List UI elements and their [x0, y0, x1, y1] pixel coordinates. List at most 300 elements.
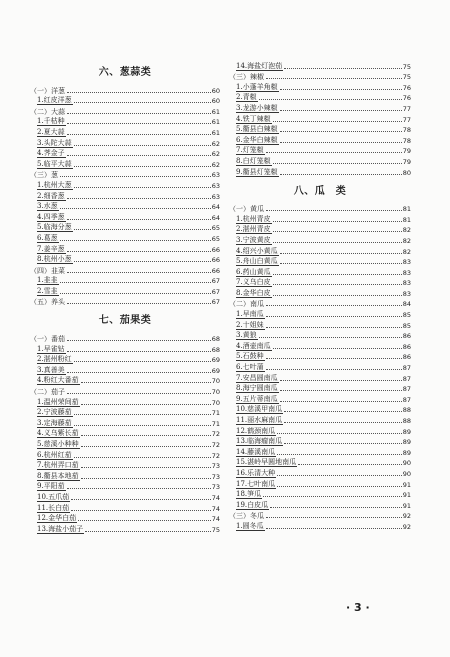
entry-title: 1.韭韭	[37, 276, 58, 285]
toc-entry	[229, 60, 411, 71]
dot-leader	[266, 305, 402, 306]
entry-page: 74	[211, 504, 220, 513]
entry-page: 81	[402, 215, 411, 224]
entry-title: （一）黄瓜	[229, 205, 264, 214]
dot-leader	[284, 68, 402, 69]
entry-page: 70	[211, 377, 220, 386]
toc-entry	[30, 179, 220, 190]
section-heading: 八、瓜 类	[293, 185, 347, 197]
dot-leader	[60, 176, 211, 177]
toc-entry	[229, 404, 411, 415]
toc-subsection	[30, 296, 220, 307]
dot-leader	[74, 261, 211, 262]
entry-page: 89	[402, 427, 411, 436]
dot-leader	[67, 488, 211, 489]
toc-entry	[229, 224, 411, 235]
dot-leader	[266, 327, 402, 328]
toc-entry	[30, 438, 220, 449]
dot-leader	[273, 121, 402, 122]
toc-subsection	[229, 203, 411, 214]
entry-title: 10.五爪茄	[37, 492, 70, 501]
entry-page: 72	[211, 441, 220, 449]
toc-entry	[30, 254, 220, 265]
dot-leader	[67, 340, 211, 341]
dot-leader	[71, 510, 211, 511]
dot-leader	[60, 208, 211, 209]
entry-page: 70	[211, 388, 220, 397]
dot-leader	[74, 187, 211, 188]
entry-title: 4.铁丁辣椒	[236, 114, 271, 123]
entry-page: 67	[211, 277, 220, 286]
dot-leader	[280, 390, 402, 391]
dot-leader	[67, 123, 211, 124]
dot-leader	[284, 422, 402, 423]
entry-page: 74	[211, 515, 220, 524]
entry-page: 60	[211, 97, 220, 106]
entry-page: 66	[211, 266, 220, 275]
entry-title: 7.安昌圆南瓜	[236, 373, 278, 382]
entry-page: 66	[211, 256, 220, 265]
dot-leader	[67, 219, 211, 220]
toc-entry	[229, 414, 411, 425]
dot-leader	[284, 411, 402, 412]
toc-entry	[30, 222, 220, 233]
entry-page: 72	[211, 451, 220, 460]
dot-leader	[74, 166, 211, 167]
dot-leader	[280, 131, 402, 132]
entry-title: （一）番茄	[30, 335, 65, 344]
dot-leader	[280, 380, 402, 381]
entry-title: （四）韭菜	[30, 266, 65, 275]
toc-entry	[229, 102, 411, 113]
entry-page: 76	[402, 94, 411, 103]
toc-subsection	[229, 71, 411, 82]
toc-entry	[229, 383, 411, 394]
dot-leader	[266, 358, 402, 359]
dot-leader	[266, 369, 402, 370]
entry-title: 17.七叶南瓜	[236, 479, 276, 488]
entry-page: 90	[402, 469, 411, 478]
entry-page: 73	[211, 472, 220, 481]
dot-leader	[273, 274, 402, 275]
toc-entry	[30, 343, 220, 354]
toc-entry	[229, 277, 411, 288]
toc-entry	[229, 145, 411, 156]
dot-leader	[277, 475, 402, 476]
entry-title: 8.海宁圆南瓜	[236, 384, 278, 393]
dot-leader	[67, 251, 211, 252]
entry-title: 3.头陀大蒜	[37, 138, 72, 147]
dot-leader	[67, 272, 211, 273]
toc-subsection	[30, 84, 220, 95]
toc-entry	[229, 213, 411, 224]
entry-page: 90	[402, 459, 411, 468]
entry-title: 9.平阳茄	[37, 482, 65, 491]
entry-title: 6.葛葱	[37, 233, 58, 242]
entry-title: 2.细香葱	[37, 191, 65, 200]
entry-page: 62	[211, 160, 220, 169]
dot-leader	[263, 496, 402, 497]
entry-page: 87	[402, 385, 411, 394]
entry-page: 61	[211, 107, 220, 116]
entry-title: （一）洋葱	[30, 86, 65, 95]
dot-leader	[273, 295, 402, 296]
entry-title: 11.长白茄	[37, 503, 70, 512]
entry-title: （二）茄子	[30, 388, 65, 397]
toc-entry	[30, 201, 220, 212]
entry-title: 10.慈溪甲南瓜	[236, 405, 283, 414]
entry-page: 82	[402, 236, 411, 245]
toc-entry	[30, 232, 220, 243]
entry-title: 5.临海分葱	[37, 223, 72, 232]
toc-entry	[30, 275, 220, 286]
toc-entry	[30, 148, 220, 159]
entry-title: 7.灯笼椒	[236, 146, 264, 155]
entry-title: 1.杭州青皮	[236, 214, 271, 223]
toc-entry	[229, 134, 411, 145]
dot-leader	[81, 478, 211, 479]
entry-title: 4.绍兴小黄瓜	[236, 246, 278, 255]
toc-entry	[229, 330, 411, 341]
dot-leader	[74, 229, 211, 230]
entry-page: 61	[211, 118, 220, 127]
toc-entry	[30, 354, 220, 365]
dot-leader	[266, 528, 402, 529]
entry-page: 88	[402, 417, 411, 425]
toc-entry	[30, 211, 220, 222]
entry-page: 79	[402, 147, 411, 156]
dot-leader	[60, 293, 211, 294]
entry-title: 13.海盐小茄子	[37, 524, 84, 533]
entry-page: 73	[211, 462, 220, 471]
entry-page: 72	[211, 430, 220, 439]
entry-page: 83	[402, 258, 411, 267]
entry-title: 5.慈溪小种种	[37, 440, 79, 448]
toc-entry	[30, 523, 220, 534]
dot-leader	[81, 435, 211, 436]
dot-leader	[81, 446, 211, 447]
dot-leader	[273, 284, 402, 285]
entry-page: 75	[211, 525, 220, 534]
toc-entry	[229, 155, 411, 166]
entry-page: 87	[402, 395, 411, 404]
dot-leader	[280, 263, 402, 264]
toc-entry	[229, 393, 411, 404]
entry-page: 64	[211, 203, 220, 212]
dot-leader	[67, 303, 211, 304]
entry-title: （二）大蒜	[30, 107, 65, 116]
toc-entry	[229, 446, 411, 457]
entry-title: 1.小蓬羊角椒	[236, 82, 278, 91]
entry-page: 71	[211, 419, 220, 428]
entry-page: 63	[211, 181, 220, 190]
dot-leader	[60, 282, 211, 283]
entry-page: 65	[211, 224, 220, 233]
entry-page: 60	[211, 86, 220, 95]
dot-leader	[67, 351, 211, 352]
entry-title: 4.义乌紫长茄	[37, 429, 79, 438]
entry-page: 70	[211, 398, 220, 407]
entry-title: （五）养头	[30, 298, 65, 307]
entry-title: （三）冬瓜	[229, 512, 264, 521]
toc-entry	[229, 166, 411, 177]
entry-title: 2.十姐妹	[236, 320, 264, 329]
toc-entry	[229, 467, 411, 478]
toc-entry	[30, 513, 220, 524]
entry-page: 69	[211, 356, 220, 365]
entry-title: 3.定海藤茄	[37, 418, 72, 427]
entry-title: 2.夏大蒜	[37, 127, 65, 136]
toc-entry	[30, 502, 220, 513]
entry-title: 11.丽水麻南瓜	[236, 416, 283, 424]
toc-subsection	[30, 332, 220, 343]
entry-title: 4.粉红大番茄	[37, 376, 79, 385]
toc-entry	[30, 407, 220, 418]
entry-title: 5.舟山白黄瓜	[236, 257, 278, 266]
toc-entry	[30, 126, 220, 137]
toc-entry	[229, 489, 411, 500]
entry-title: 7.杭州弄口茄	[37, 461, 79, 470]
dot-leader	[266, 78, 402, 79]
dot-leader	[280, 110, 402, 111]
dot-leader	[277, 433, 402, 434]
toc-entry	[30, 137, 220, 148]
entry-page: 83	[402, 289, 411, 298]
entry-page: 83	[402, 279, 411, 288]
entry-title: 1.早南瓜	[236, 310, 264, 319]
toc-entry	[229, 351, 411, 362]
dot-leader	[280, 89, 402, 90]
entry-page: 66	[211, 245, 220, 254]
entry-title: 4.荠金子	[37, 149, 65, 158]
dot-leader	[266, 152, 402, 153]
entry-title: （二）南瓜	[229, 300, 264, 309]
toc-entry	[30, 243, 220, 254]
entry-page: 61	[211, 128, 220, 137]
entry-title: 13.临海瘤南瓜	[236, 437, 283, 446]
entry-page: 67	[211, 287, 220, 296]
dot-leader	[259, 99, 402, 100]
entry-title: 2.湛州青皮	[236, 225, 271, 234]
entry-title: 15.湛岭早圆地南瓜	[236, 458, 297, 467]
entry-page: 86	[402, 342, 411, 351]
entry-page: 63	[211, 171, 220, 180]
entry-title: 2.雪韭	[37, 286, 58, 295]
toc-entry	[229, 92, 411, 103]
entry-page: 78	[402, 136, 411, 145]
entry-page: 73	[211, 483, 220, 492]
toc-entry	[229, 372, 411, 383]
entry-page: 81	[402, 205, 411, 214]
toc-entry	[30, 375, 220, 386]
toc-subsection	[229, 510, 411, 521]
entry-title: 7.姜辛葱	[37, 244, 65, 253]
dot-leader	[74, 361, 211, 362]
dot-leader	[277, 454, 402, 455]
entry-page: 84	[402, 300, 411, 309]
toc-entry	[229, 436, 411, 447]
entry-page: 69	[211, 366, 220, 375]
entry-page: 87	[402, 364, 411, 373]
dot-leader	[266, 316, 402, 317]
toc-entry	[229, 478, 411, 489]
entry-page: 64	[211, 213, 220, 222]
entry-page: 91	[402, 491, 411, 500]
dot-leader	[78, 520, 211, 521]
entry-title: 8.衢县本地茄	[37, 471, 79, 480]
dot-leader	[273, 163, 402, 164]
entry-page: 77	[402, 115, 411, 124]
toc-subsection	[30, 385, 220, 396]
toc-entry	[229, 266, 411, 277]
toc-entry	[30, 481, 220, 492]
toc-entry	[30, 95, 220, 106]
entry-title: 3.真善美	[37, 365, 65, 374]
toc-entry	[30, 190, 220, 201]
entry-page: 68	[211, 335, 220, 344]
entry-page: 80	[402, 168, 411, 177]
entry-title: 9.五片蒂南瓜	[236, 394, 278, 403]
entry-title: 1.杭州大葱	[37, 180, 72, 189]
toc-entry	[30, 116, 220, 127]
toc-entry	[229, 457, 411, 468]
entry-page: 71	[211, 409, 220, 418]
toc-entry	[229, 361, 411, 372]
entry-page: 85	[402, 311, 411, 320]
entry-title: （三）辣椒	[229, 73, 264, 82]
entry-title: 8.白灯笼椒	[236, 156, 271, 165]
dot-leader	[280, 142, 402, 143]
entry-title: 8.杭州小葱	[37, 255, 72, 264]
entry-page: 62	[211, 139, 220, 148]
toc-subsection	[30, 105, 220, 116]
dot-leader	[259, 337, 402, 338]
entry-title: 6.金华白辣椒	[236, 135, 278, 144]
entry-title: 18.笋瓜	[236, 490, 262, 499]
toc-entry	[229, 245, 411, 256]
entry-page: 75	[402, 73, 411, 82]
entry-title: （三）葱	[30, 171, 58, 180]
dot-leader	[81, 467, 211, 468]
entry-page: 74	[211, 493, 220, 502]
entry-title: 2.青椒	[236, 93, 257, 102]
dot-leader	[280, 253, 402, 254]
toc-entry	[229, 287, 411, 298]
entry-page: 62	[211, 150, 220, 159]
entry-page: 76	[402, 83, 411, 92]
section-heading: 六、葱蒜类	[98, 67, 152, 78]
entry-page: 86	[402, 332, 411, 341]
dot-leader	[67, 92, 211, 93]
dot-leader	[280, 174, 402, 175]
dot-leader	[277, 486, 402, 487]
entry-title: 3.宁波黄皮	[236, 235, 271, 244]
entry-page: 85	[402, 321, 411, 330]
entry-title: 12.鹤颈南瓜	[236, 426, 276, 435]
entry-page: 91	[402, 501, 411, 510]
entry-page: 88	[402, 406, 411, 415]
dot-leader	[273, 242, 402, 243]
entry-page: 67	[211, 298, 220, 307]
dot-leader	[266, 210, 402, 211]
toc-column-right	[229, 60, 411, 531]
dot-leader	[273, 221, 402, 222]
entry-title: 5.临平大蒜	[37, 159, 72, 168]
toc-entry	[30, 491, 220, 502]
entry-title: 2.宁波藤茄	[37, 408, 72, 417]
toc-entry	[229, 256, 411, 267]
entry-page: 92	[402, 512, 411, 521]
entry-title: 4.四季葱	[37, 212, 65, 221]
entry-title: 14.藤溪南瓜	[236, 447, 276, 456]
dot-leader	[74, 414, 211, 415]
page-number: · 3 ·	[346, 601, 370, 614]
toc-entry	[229, 319, 411, 330]
toc-entry	[30, 470, 220, 481]
entry-page: 83	[402, 268, 411, 277]
entry-title: 1.圆冬瓜	[236, 521, 264, 530]
entry-title: 7.义乌白皮	[236, 278, 271, 287]
section-heading: 七、茄果类	[98, 315, 152, 327]
dot-leader	[67, 198, 211, 199]
dot-leader	[67, 134, 211, 135]
toc-entry	[30, 396, 220, 407]
entry-title: 1.千枯种	[37, 117, 65, 126]
entry-title: 1.早雀钻	[37, 344, 65, 353]
entry-title: 5.石鼓种	[236, 352, 264, 361]
toc-entry	[30, 460, 220, 471]
dot-leader	[85, 531, 211, 532]
entry-page: 86	[402, 353, 411, 362]
entry-page: 92	[402, 522, 411, 531]
entry-title: 6.七叶蒲	[236, 363, 264, 372]
toc-entry	[229, 520, 411, 531]
dot-leader	[270, 507, 402, 508]
dot-leader	[67, 155, 211, 156]
entry-title: 19.白皮瓜	[236, 500, 269, 509]
entry-page: 89	[402, 448, 411, 457]
toc-entry	[30, 428, 220, 439]
entry-title: 1.红皮洋葱	[37, 96, 72, 105]
entry-title: 3.水葱	[37, 202, 58, 211]
entry-title: 1.温州荣间茄	[37, 397, 79, 406]
entry-page: 82	[402, 247, 411, 256]
toc-entry	[30, 158, 220, 169]
dot-leader	[60, 240, 211, 241]
entry-title: 3.黄狼	[236, 331, 257, 340]
toc-entry	[229, 340, 411, 351]
entry-page: 89	[402, 438, 411, 447]
toc-entry	[30, 285, 220, 296]
entry-title: 12.金华白茄	[37, 514, 77, 523]
entry-page: 77	[402, 104, 411, 113]
dot-leader	[266, 517, 402, 518]
dot-leader	[74, 102, 211, 103]
dot-leader	[280, 401, 402, 402]
dot-leader	[273, 231, 402, 232]
entry-title: 8.金华白皮	[236, 288, 271, 297]
entry-title: 6.杭州红茄	[37, 450, 72, 459]
entry-title: 5.衢县白辣椒	[236, 125, 278, 134]
entry-page: 87	[402, 374, 411, 383]
dot-leader	[74, 425, 211, 426]
dot-leader	[74, 145, 211, 146]
toc-entry	[229, 308, 411, 319]
toc-entry	[229, 81, 411, 92]
dot-leader	[67, 372, 211, 373]
dot-leader	[298, 464, 402, 465]
entry-page: 75	[402, 62, 411, 71]
